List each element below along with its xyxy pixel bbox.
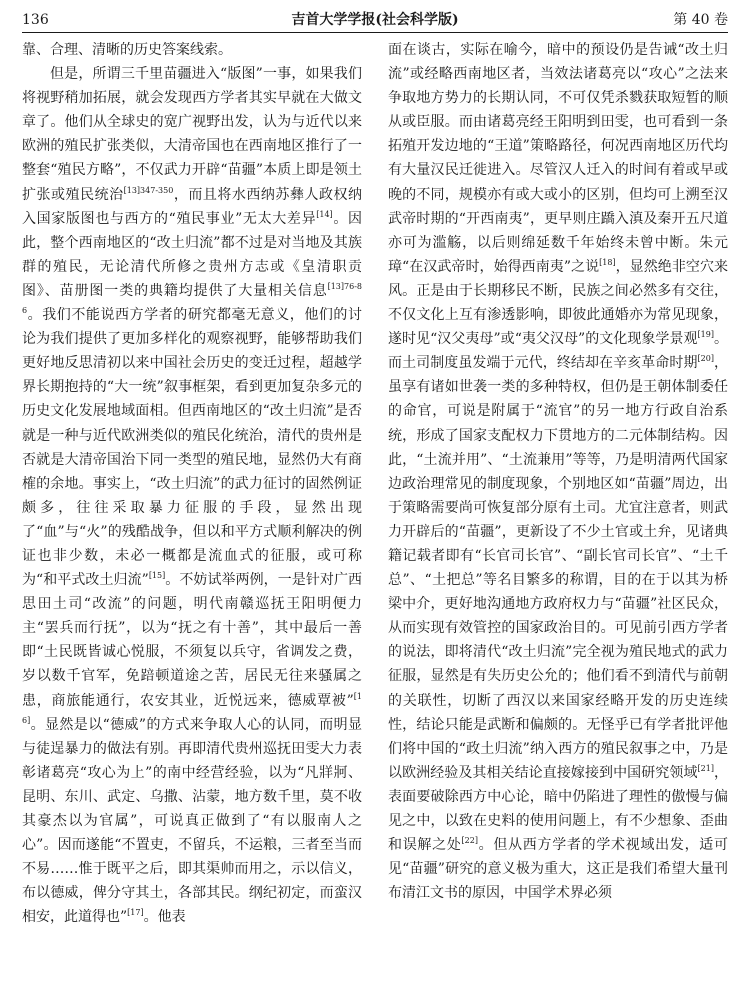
- text-run: 面在谈古，实际在喻今，暗中的预设仍是告诫“改土归流”或经略西南地区者，当效法诸葛亮以“攻心”之法来争取地方势力的长期认同，不可仅凭杀戮获取短暂的顺从或臣服。而由诸葛亮经王阳明到田雯，也可看到一条拓殖开发边地的“王道”策略路径，何况西南地区历代均有大量汉民迁徙进入。尽管汉人迁入的时间有着或早或晚的不同，规模亦有或大或小的区别，但均可上溯至汉武帝时期的“开西南夷”，更早则庄蹻入滇及秦开五尺道亦可为滥觞，以后则绵延数千年始终未曾中断。朱元璋“在汉武帝时，始得西南夷”之说: [388, 42, 728, 275]
- journal-title: 吉首大学学报(社会科学版): [291, 12, 459, 28]
- paragraph-continued: [388, 38, 728, 905]
- citation-marker: [21]: [697, 763, 714, 773]
- text-run: 但是，所谓三千里苗疆进入“版图”一事，如果我们将视野稍加拓展，就会发现西方学者其实早就在大做文章了。他们从全球史的宽广视野出发，认为与近代以来欧洲的殖民扩张类似，大清帝国也在西南地区推行了一整套“殖民方略”，不仅武力开辟“苗疆”本质上即是领土扩张或殖民统治: [22, 66, 362, 203]
- text-run: ，表面要破除西方中心论，暗中仍陷进了理性的傲慢与偏见之中，以致在史料的使用问题上，有不少想象、歪曲和误解之处: [388, 764, 728, 854]
- citation-marker: [18]: [599, 257, 616, 267]
- text-run: 。他表: [143, 909, 186, 926]
- citation-marker: [19]: [697, 330, 714, 340]
- text-run: 。因此，整个西南地区的“改土归流”都不过是对当地及其族群的殖民，无论清代所修之贵州方志或《皇清职贡图》、苗册图一类的典籍均提供了大量相关信息: [22, 210, 362, 299]
- text-run: ，虽享有诸如世袭一类的多种特权，但仍是王朝体制委任的命官，可说是附属于“流官”的另一地方行政自治系统，形成了国家支配权力下贯地方的二元体制结构。因此，“土流并用”、“土流兼用”等等，乃是明清两代国家边政治理常见的制度现象，个别地区如“苗疆”周边，出于策略需要尚可恢复部分原有土司。尤宜注意者，则武力开辟后的“苗疆”，更新设了不少土官或土弁，见诸典籍记载者即有“长官司长官”、“副长官司长官”、“土千总”、“土把总”等名目繁多的称谓，目的在于以其为桥梁中介，更好地沟通地方政府权力与“苗疆”社区民众，从而实现有效管控的国家政治目的。可见前引西方学者的说法，即将清代“改土归流”完全视为殖民地式的武力征服，显然是有失历史公允的；他们看不到清代与前朝的关联性，切断了西汉以来国家经略开发的历史连续性，结论只能是武断和偏颇的。无怪乎已有学者批评他们将中国的“政土归流”纳入西方的殖民叙事之中，乃是以欧洲经验及其相关结论直接嫁接到中国研究领域: [388, 355, 728, 781]
- citation-marker: [22]: [461, 836, 478, 846]
- text-run: 。而土司制度虽发端于元代，终结却在辛亥革命时期: [388, 331, 728, 372]
- citation-marker: [13]347-350: [123, 185, 174, 195]
- citation-marker: [16]: [22, 691, 362, 725]
- citation-marker: [14]: [316, 209, 333, 219]
- right-column: [388, 38, 728, 988]
- citation-marker: [13]76-86: [22, 281, 362, 316]
- text-run: 。我们不能说西方学者的研究都毫无意义，他们的讨论为我们提供了更加多样化的观察视野，能够帮助我们更好地反思清初以来中国社会历史的变迁过程，超越学界长期抱持的“大一统”叙事框架，看到更加复杂多元的历史文化发展地域面相。但西南地区的“改土归流”是否就是一种与近代欧洲类似的殖民化统治，清代的贵州是否就是大清帝国治下同一类型的殖民地，显然仍大有商榷的余地。事实上，“改土归流”的武力征讨的固然例证颇多，往往采取暴力征服的手段，显然出现了“血”与“火”的残酷战争，但以和平方式顺利解决的例证也非少数，未必一概都是流血式的征服，或可称为“和平式改土归流”: [22, 307, 362, 589]
- citation-marker: [15]: [148, 571, 166, 581]
- citation-marker: [17]: [127, 908, 144, 918]
- volume-label: 第 40 卷: [673, 12, 728, 28]
- text-run: 。但从西方学者的学术视域出发，适可见“苗疆”研究的意义极为重大，这正是我们希望大量刊布清江文书的原因，中国学术界必须: [388, 837, 728, 902]
- paragraph-continued: [22, 38, 362, 62]
- text-run: 。不妨试举两例，一是针对广西思田土司“改流”的问题，明代南赣巡抚王阳明便力主“罢兵而行抚”，以为“抚之有十善”，其中最后一善即“土民既皆诚心悦服，不须复以兵守，省调发之费，岁以数千官军，免踣顿道途之苦，居民无往来骚属之患，商旅能通行，农安其业，近悦远来，德威覃被”: [22, 572, 362, 709]
- text-run: 靠、合理、清晰的历史答案线索。: [22, 42, 232, 58]
- text-run: ，显然绝非空穴来风。正是由于长期移民不断，民族之间必然多有交往，不仅文化上互有渗透影响，即彼此通婚亦为常见现象，遂时见“汉父夷母”或“夷父汉母”的文化现象学景观: [388, 258, 728, 348]
- text-run: ，而且将水西纳苏彝人政权纳入国家版图也与西方的“殖民事业”无太大差异: [22, 186, 362, 227]
- running-header: [22, 8, 728, 33]
- left-column: [22, 38, 362, 988]
- text-run: 。显然是以“德威”的方式来争取人心的认同，而明显与徒逞暴力的做法有别。再即清代贵州巡抚田雯大力表彰诸葛亮“攻心为上”的南中经营经验，以为“凡牂牁、昆明、东川、武定、乌撒、沾蒙，地方数千里，莫不收其豪杰以为官属”，可说真正做到了“有以服南人之心”。因而遂能“不置吏，不留兵，不运粮，三者至当而不易……惟于既平之后，即其渠帅而用之，示以信义，布以德威，俾分守其土，各部其民。纲纪初定，而蛮汉相安，此道得也”: [22, 716, 362, 926]
- paragraph: [22, 62, 362, 929]
- citation-marker: [20]: [697, 354, 714, 364]
- page-number: 136: [22, 12, 49, 28]
